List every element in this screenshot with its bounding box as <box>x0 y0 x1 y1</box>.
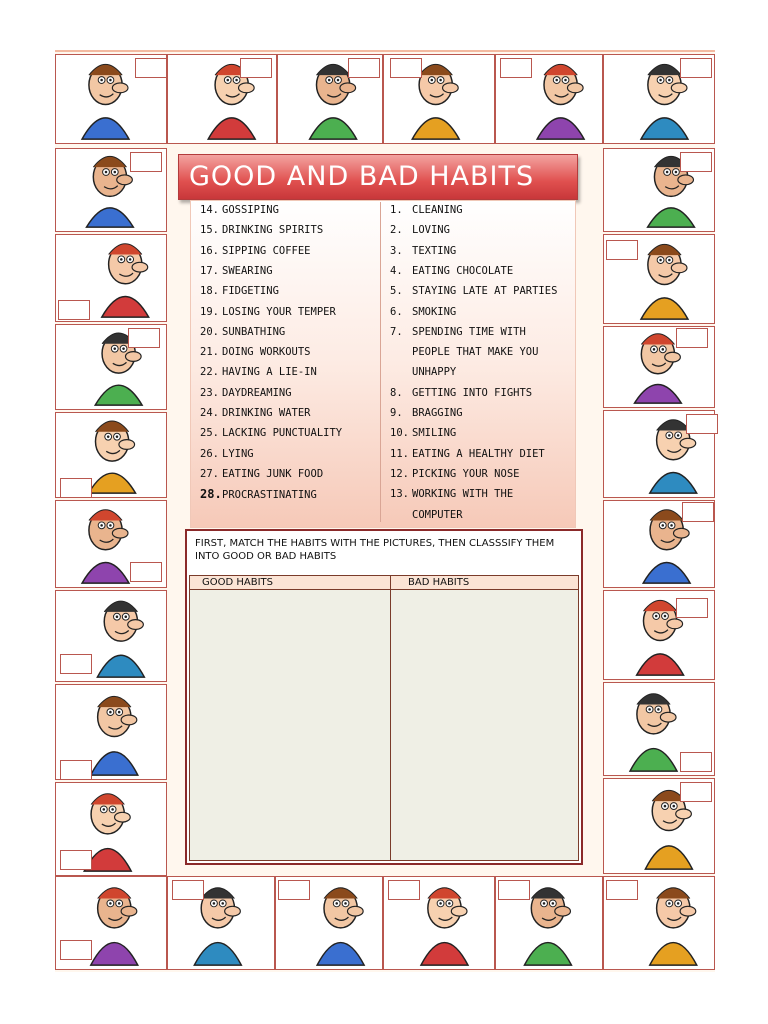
habit-label: SPENDING TIME WITH <box>412 325 526 338</box>
habit-item <box>200 322 285 342</box>
habit-item <box>390 322 526 342</box>
answer-box[interactable] <box>680 782 712 802</box>
habit-number: 24. <box>200 407 219 419</box>
answer-box[interactable] <box>676 598 708 618</box>
habit-item <box>390 281 557 301</box>
answer-box[interactable] <box>60 760 92 780</box>
habit-number: 18. <box>200 285 219 298</box>
answer-box[interactable] <box>680 752 712 772</box>
habit-number: 11. <box>390 447 409 460</box>
habit-item <box>200 220 323 240</box>
habit-label: HAVING A LIE-IN <box>222 366 317 379</box>
habit-number: 19. <box>200 305 219 318</box>
habit-label: EATING A HEALTHY DIET <box>412 447 545 460</box>
answer-box[interactable] <box>128 328 160 348</box>
habit-label: PROCRASTINATING <box>222 489 317 502</box>
habit-item <box>390 220 450 240</box>
classification-box <box>185 529 583 865</box>
habit-label: EATING CHOCOLATE <box>412 264 514 277</box>
answer-box[interactable] <box>682 502 714 522</box>
answer-box[interactable] <box>172 880 204 900</box>
habit-label: LACKING PUNCTUALITY <box>222 427 343 440</box>
habit-number: 1. <box>390 204 403 216</box>
habit-number: 3. <box>390 244 403 257</box>
habit-label: WORKING WITH THE <box>412 488 514 501</box>
habit-item <box>200 383 292 403</box>
habit-number: 4. <box>390 264 403 277</box>
answer-box[interactable] <box>348 58 380 78</box>
habit-number: 13. <box>390 488 409 501</box>
answer-box[interactable] <box>58 300 90 320</box>
habit-number: 16. <box>200 244 219 257</box>
habit-number: 21. <box>200 346 219 359</box>
answer-box[interactable] <box>498 880 530 900</box>
answer-box[interactable] <box>60 940 92 960</box>
answer-box[interactable] <box>60 850 92 870</box>
habit-label: PEOPLE THAT MAKE YOU <box>412 346 539 359</box>
answer-box[interactable] <box>680 152 712 172</box>
habit-label: SIPPING COFFEE <box>222 244 311 257</box>
habit-item <box>200 241 311 261</box>
habit-item <box>390 302 456 322</box>
habit-item <box>200 484 317 504</box>
answer-box[interactable] <box>388 880 420 900</box>
habit-item <box>200 281 279 301</box>
habit-number: 10. <box>390 427 409 440</box>
answer-box[interactable] <box>390 58 422 78</box>
answer-box[interactable] <box>680 58 712 78</box>
habit-label: EATING JUNK FOOD <box>222 467 324 480</box>
habit-number: 22. <box>200 366 219 379</box>
habit-label: SWEARING <box>222 264 273 277</box>
habit-label: PICKING YOUR NOSE <box>412 467 520 480</box>
habit-number: 23. <box>200 386 219 399</box>
habit-item <box>390 505 463 525</box>
answer-box[interactable] <box>606 880 638 900</box>
habit-number: 28. <box>200 487 222 502</box>
habit-item <box>390 484 513 504</box>
habit-item <box>200 302 336 322</box>
habit-number: 15. <box>200 224 219 237</box>
bad-habits-header: BAD HABITS <box>408 577 470 588</box>
habit-label: GETTING INTO FIGHTS <box>412 386 533 399</box>
habit-label: SUNBATHING <box>222 325 286 338</box>
habit-number: 8. <box>390 386 403 399</box>
habit-item <box>200 342 311 362</box>
habit-item <box>390 444 545 464</box>
column-divider <box>380 202 381 522</box>
table-header <box>190 576 578 590</box>
habit-item <box>390 464 519 484</box>
answer-box[interactable] <box>500 58 532 78</box>
answer-box[interactable] <box>60 478 92 498</box>
habit-item <box>200 261 273 281</box>
habit-label: BRAGGING <box>412 407 463 419</box>
good-habits-cell[interactable] <box>192 592 388 858</box>
habit-item <box>200 200 279 220</box>
habit-number: 20. <box>200 325 219 338</box>
answer-box[interactable] <box>676 328 708 348</box>
answer-box[interactable] <box>686 414 718 434</box>
habit-label: LYING <box>222 447 254 460</box>
habit-item <box>200 444 254 464</box>
habit-label: DAYDREAMING <box>222 386 292 399</box>
habit-item <box>200 464 323 484</box>
answer-box[interactable] <box>60 654 92 674</box>
habit-label: DOING WORKOUTS <box>222 346 311 359</box>
habit-label: DRINKING SPIRITS <box>222 224 324 237</box>
habit-item <box>390 241 456 261</box>
habit-number: 9. <box>390 407 403 419</box>
habit-number: 14. <box>200 204 219 216</box>
habit-label: LOVING <box>412 224 450 237</box>
habit-label: FIDGETING <box>222 285 279 298</box>
habit-number: 2. <box>390 224 403 237</box>
habit-item <box>200 362 317 382</box>
habit-number: 26. <box>200 447 219 460</box>
habit-label: TEXTING <box>412 244 457 257</box>
habit-label: LOSING YOUR TEMPER <box>222 305 336 318</box>
instructions-text: FIRST, MATCH THE HABITS WITH THE PICTURES, THEN CLASSSIFY THEM INTO GOOD OR BAD HABITS <box>195 538 555 562</box>
good-habits-header: GOOD HABITS <box>202 577 273 588</box>
habit-number: 7. <box>390 325 403 338</box>
answer-box[interactable] <box>606 240 638 260</box>
habit-item <box>390 200 463 220</box>
answer-box[interactable] <box>130 152 162 172</box>
habit-item <box>390 362 456 382</box>
habit-item <box>390 403 463 423</box>
answer-box[interactable] <box>135 58 167 78</box>
habit-label: COMPUTER <box>412 508 463 521</box>
habit-number: 27. <box>200 467 219 480</box>
habit-label: CLEANING <box>412 204 463 216</box>
habit-label: UNHAPPY <box>412 366 457 379</box>
habit-label: SMILING <box>412 427 457 440</box>
habit-item <box>200 423 342 443</box>
habit-number: 17. <box>200 264 219 277</box>
habit-label: DRINKING WATER <box>222 407 311 419</box>
title-banner <box>178 154 578 200</box>
habit-label: SMOKING <box>412 305 457 318</box>
habit-label: STAYING LATE AT PARTIES <box>412 285 558 298</box>
classification-table <box>189 575 579 861</box>
habit-number: 6. <box>390 305 403 318</box>
answer-box[interactable] <box>240 58 272 78</box>
habit-item <box>390 261 513 281</box>
habit-label: GOSSIPING <box>222 204 279 216</box>
habit-number: 5. <box>390 285 403 298</box>
bad-habits-cell[interactable] <box>393 592 577 858</box>
habit-item <box>200 403 311 423</box>
habit-number: 25. <box>200 427 219 440</box>
habit-item <box>390 383 532 403</box>
page-title: GOOD AND BAD HABITS <box>189 161 535 192</box>
habit-item <box>390 423 456 443</box>
table-split <box>390 576 391 860</box>
habit-item <box>390 342 538 362</box>
habit-number: 12. <box>390 467 409 480</box>
answer-box[interactable] <box>130 562 162 582</box>
answer-box[interactable] <box>278 880 310 900</box>
